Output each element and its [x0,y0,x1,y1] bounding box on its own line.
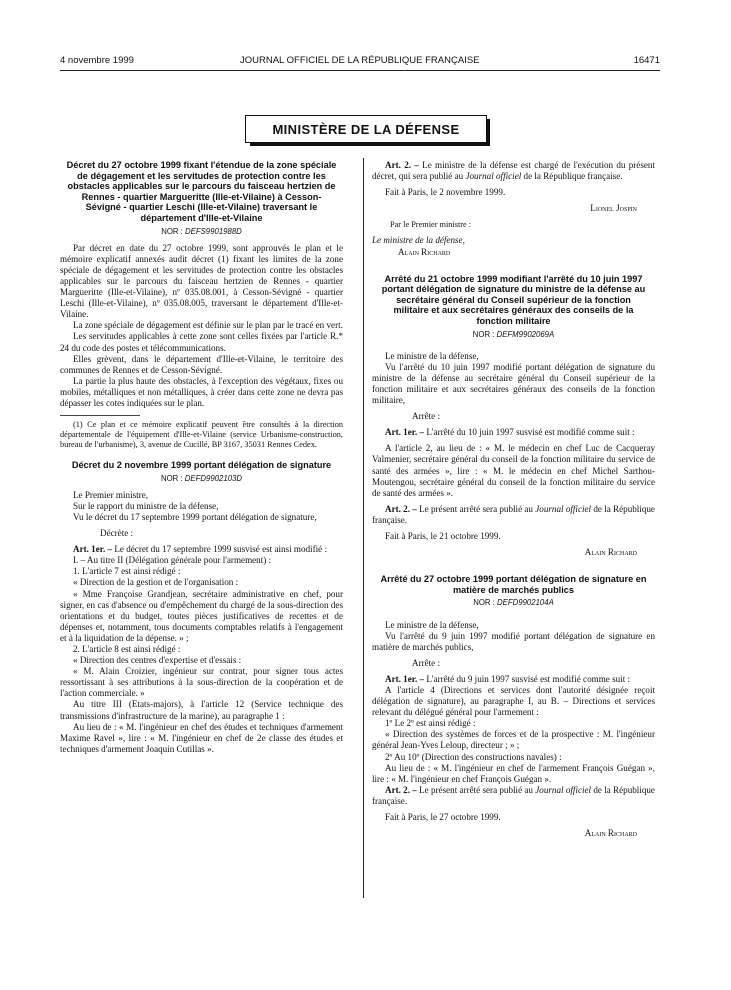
nor-code: DEFD9902104A [497,598,554,608]
paragraph: 1º Le 2º est ainsi rédigé : [385,718,476,729]
right-column [372,160,655,839]
article-label: Art. 2. – [385,784,417,795]
article-text-end: de la République française. [372,784,655,806]
paragraph: Le ministre de la défense, [385,619,479,630]
article-text-end: de la République française. [521,171,623,182]
ministry-heading-box [245,115,487,143]
paragraph: « M. Alain Croizier, ingénieur sur contrat, pour signer tous actes ressortissant à ses attributions à la sous-direction de la coopération et de l'action commerciale. » [60,666,343,699]
article-label: Art. 1er. – [385,673,425,684]
article-text: L'arrêté du 9 juin 1997 susvisé est modifié comme suit : [424,673,631,684]
article-label: Art. 1er. – [73,544,113,555]
nor-label: NOR : [473,598,498,608]
column-divider [363,158,364,898]
paragraph: Le ministre de la défense, [385,350,479,361]
decree-verb: Décrète : [100,528,134,539]
paragraph: Vu l'arrêté du 9 juin 1997 modifié portant délégation de signature en matière de marchés publics, [372,630,655,652]
page-header [60,55,660,69]
article-text: Le présent arrêté sera publié au [416,784,536,795]
article-label: Art. 1er. – [385,427,425,438]
article-2 [372,504,655,526]
minister-signature: Alain Richard [398,246,451,257]
paragraph: A l'article 4 (Directions et services dont l'autorité désignée reçoit délégation de signature), au paragraphe I, au B. – Directions et services relevant du délégué général pour l'armement : [372,684,655,718]
article-text: Le ministre de la défense est chargé de l'exécution du présent décret, qui sera publié au [372,160,655,182]
signature-pm: Lionel Jospin [590,203,637,214]
paragraph: Au titre III (Etats-majors), à l'article 12 (Service technique des transmissions d'infrastructure de la marine), au paragraphe 1 : [60,699,343,721]
article-label: Art. 2. – [385,160,419,170]
done-at: Fait à Paris, le 21 octobre 1999. [385,531,501,542]
nor-code: DEFD9902103D [184,473,243,483]
doc4-nor [372,597,655,608]
nor-code: DEFS9901988D [185,226,242,236]
decree-verb: Arrête : [412,411,441,422]
paragraph: A l'article 2, au lieu de : « M. le médecin en chef Luc de Cacqueray Valmenier, secrétaire général du conseil de la fonction militaire du service de santé des armées », lire : « M. le médecin en chef Michel Sarthou-Moutengou, secrétaire général du conseil de la fonction militaire du service de santé des armées ». [372,443,655,498]
article-text: Le décret du 17 septembre 1999 susvisé est ainsi modifié : [112,544,327,555]
paragraph: I. – Au titre II (Délégation générale pour l'armement) : [73,555,272,566]
article-text-end: de la République française. [372,503,655,525]
doc2-title: Décret du 2 novembre 1999 portant délégation de signature [71,460,332,471]
footnote: (1) Ce plan et ce mémoire explicatif peuvent être consultés à la direction départementale de l'équipement d'Ille-et-Vilaine (service Urbanisme-construction, bureau de l'urbanisme), 3, avenue de Cucillé, BP 3167, 35031 Rennes Cedex. [60,420,343,450]
paragraph: « Direction des systèmes de forces et de la prospective : M. l'ingénieur général Jean-Yves Leloup, directeur ; » ; [372,729,655,751]
article-text: Le présent arrêté sera publié au [416,503,536,514]
doc1-nor [60,226,343,237]
left-column [60,160,343,755]
header-rule [60,70,660,71]
article-label: Art. 2. – [385,503,417,514]
article-1 [372,427,655,438]
paragraph: Les servitudes applicables à cette zone sont celles fixées par l'article R.* 24 du code des postes et télécommunications. [60,331,343,353]
paragraph: La zone spéciale de dégagement est définie sur le plan par le tracé en vert. [73,320,343,331]
doc3-title: Arrêté du 21 octobre 1999 modifiant l'arrêté du 10 juin 1997 portant délégation de signature du ministre de la défense au secrétaire général du Conseil supérieur de la fonction militaire et aux secrétaires généraux des conseils de la fonction militaire [381,273,646,327]
paragraph: « Direction des centres d'expertise et d'essais : [73,655,242,666]
paragraph: Le Premier ministre, [73,489,149,500]
article-text: L'arrêté du 10 juin 1997 susvisé est modifié comme suit : [424,427,635,438]
nor-label: NOR : [160,473,185,483]
article-1 [60,544,343,555]
paragraph: Elles grèvent, dans le département d'Ille-et-Vilaine, le territoire des communes de Rennes et de Cesson-Sévigné. [60,353,343,375]
signature: Alain Richard [584,828,637,839]
paragraph: « Mme Françoise Grandjean, secrétaire administrative en chef, pour signer, en cas d'absence ou d'empêchement du chargé de la sous-direction des orientations et du budget, toutes pièces justificatives de recettes et de dépenses et, notamment, tous documents comptables relatifs à l'engagement et à la liquidation de la dépense. » ; [60,588,343,643]
paragraph: Au lieu de : « M. l'ingénieur en chef des études et techniques d'armement Maxime Ravel », lire : « M. l'ingénieur en chef de 2e classe des études et techniques d'armement Joaquin Cutillas ». [60,721,343,754]
paragraph: Par décret en date du 27 octobre 1999, sont approuvés le plan et le mémoire explicatif annexés audit décret (1) fixant les limites de la zone spéciale de dégagement et les servitudes de protection contre les obstacles applicables sur le parcours du faisceau hertzien de Rennes - quartier Margueritte (Ille-et-Vilaine), nº 035.08.001, à Cesson-Sévigné - quartier Leschi (Ille-et-Vilaine), nº 035.08.005, traversant le département d'Ille-et-Vilaine. [60,242,343,320]
journal-name: Journal officiel [465,171,522,182]
doc4-title: Arrêté du 27 octobre 1999 portant délégation de signature en matière de marchés publics [380,574,647,595]
article-2 [372,785,655,807]
article-2 [372,160,655,182]
paragraph: Vu le décret du 17 septembre 1999 portant délégation de signature, [73,511,317,522]
paragraph: 2. L'article 8 est ainsi rédigé : [73,643,181,654]
paragraph: Sur le rapport du ministre de la défense, [73,500,219,511]
nor-label: NOR : [472,329,497,339]
header-date: 4 novembre 1999 [60,55,134,66]
paragraph: La partie la plus haute des obstacles, à l'exception des végétaux, fixes ou mobiles, métalliques et non métalliques, à créer dans cette zone ne devra pas dépasser les cotes indiquées sur le plan. [60,375,343,408]
nor-label: NOR : [161,226,186,236]
decree-verb: Arrête : [412,657,441,668]
doc3-nor [372,329,655,340]
done-at: Fait à Paris, le 2 novembre 1999. [385,187,506,198]
done-at: Fait à Paris, le 27 octobre 1999. [385,812,501,822]
doc1-title: Décret du 27 octobre 1999 fixant l'étendue de la zone spéciale de dégagement et les servitudes de protection contre les obstacles applicables sur le parcours du faisceau hertzien de Rennes - quartier Margueritte (Ille-et-Vilaine) à Cesson-Sévigné - quartier Leschi (Ille-et-Vilaine) traversant le département d'Ille-et-Vilaine [66,160,337,223]
paragraph: 2º Au 10º (Direction des constructions navales) : [385,751,562,762]
paragraph: « Direction de la gestion et de l'organisation : [73,577,239,588]
by-pm: Par le Premier ministre : [390,220,472,230]
paragraph: Vu l'arrêté du 10 juin 1997 modifié portant délégation de signature du ministre de la défense au secrétaire général du Conseil supérieur de la fonction militaire et aux secrétaires généraux des conseils de la fonction militaire, [372,361,655,406]
paragraph: 1. L'article 7 est ainsi rédigé : [73,566,181,577]
footnote-separator [60,415,140,416]
journal-name: Journal officiel [535,784,592,795]
signature: Alain Richard [584,547,637,558]
ministry-heading: MINISTÈRE DE LA DÉFENSE [272,121,460,137]
doc2-nor [60,473,343,484]
minister-title: Le ministre de la défense, [372,235,465,246]
article-1 [372,674,655,685]
header-page-number: 16471 [633,55,660,66]
header-journal: JOURNAL OFFICIEL DE LA RÉPUBLIQUE FRANÇAISE [240,55,480,66]
journal-name: Journal officiel [535,503,592,514]
nor-code: DEFM9902069A [496,329,555,339]
paragraph: Au lieu de : « M. l'ingénieur en chef de l'armement François Guégan », lire : « M. l'ingénieur en chef François Guégan ». [372,762,655,784]
